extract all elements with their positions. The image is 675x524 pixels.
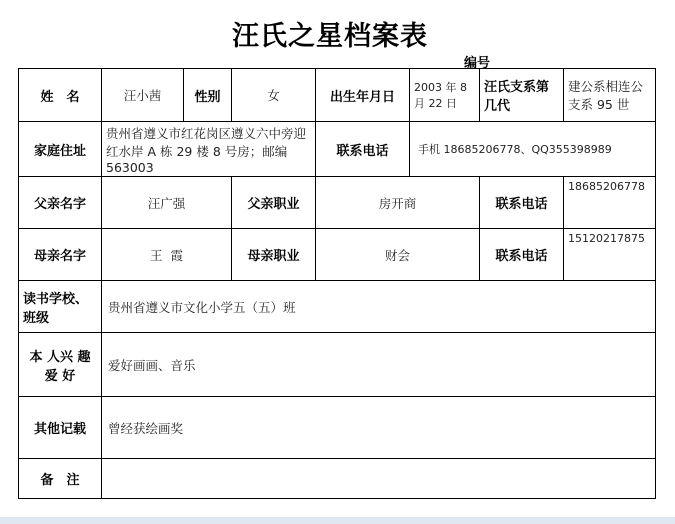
address-value: 贵州省遵义市红花岗区遵义六中旁迎红水岸 A 栋 29 楼 8 号房；邮编 563003 — [102, 122, 316, 177]
gender-value: 女 — [232, 69, 316, 122]
name-value: 汪小茜 — [102, 69, 184, 122]
address-label: 家庭住址 — [19, 122, 102, 177]
window-bottom-strip — [0, 517, 675, 524]
other-records-label: 其他记载 — [19, 397, 102, 459]
mother-phone-label: 联系电话 — [480, 229, 564, 281]
father-name-value: 汪广强 — [102, 177, 232, 229]
father-phone-value: 18685206778 — [564, 177, 656, 229]
doc-number-label: 编号 — [464, 56, 491, 71]
archive-table — [18, 68, 656, 499]
other-records-value: 曾经获绘画奖 — [102, 397, 656, 459]
remarks-value — [102, 459, 656, 499]
father-name-label: 父亲名字 — [19, 177, 102, 229]
father-job-value: 房开商 — [316, 177, 480, 229]
mother-name-value: 王 霞 — [102, 229, 232, 281]
page-title: 汪氏之星档案表 — [232, 21, 428, 52]
birth-label: 出生年月日 — [316, 69, 410, 122]
remarks-label: 备 注 — [19, 459, 102, 499]
father-phone-label: 联系电话 — [480, 177, 564, 229]
row-basic-info — [19, 69, 656, 122]
branch-label: 汪氏支系第几代 — [480, 69, 564, 122]
name-label: 姓 名 — [19, 69, 102, 122]
hobby-label: 本 人兴 趣爱 好 — [19, 333, 102, 397]
contact-phone-value: 手机 18685206778、QQ355398989 — [410, 122, 656, 177]
contact-phone-label: 联系电话 — [316, 122, 410, 177]
mother-job-value: 财会 — [316, 229, 480, 281]
row-remarks — [19, 459, 656, 499]
father-job-label: 父亲职业 — [232, 177, 316, 229]
row-mother — [19, 229, 656, 281]
row-father — [19, 177, 656, 229]
row-hobby — [19, 333, 656, 397]
row-address — [19, 122, 656, 177]
branch-value: 建公系相连公支系 95 世 — [564, 69, 656, 122]
school-label: 读书学校、班级 — [19, 281, 102, 333]
hobby-value: 爱好画画、音乐 — [102, 333, 656, 397]
school-value: 贵州省遵义市文化小学五（五）班 — [102, 281, 656, 333]
birth-value: 2003 年 8 月 22 日 — [410, 69, 480, 122]
row-other-records — [19, 397, 656, 459]
mother-job-label: 母亲职业 — [232, 229, 316, 281]
mother-phone-value: 15120217875 — [564, 229, 656, 281]
mother-name-label: 母亲名字 — [19, 229, 102, 281]
gender-label: 性别 — [184, 69, 232, 122]
row-school — [19, 281, 656, 333]
